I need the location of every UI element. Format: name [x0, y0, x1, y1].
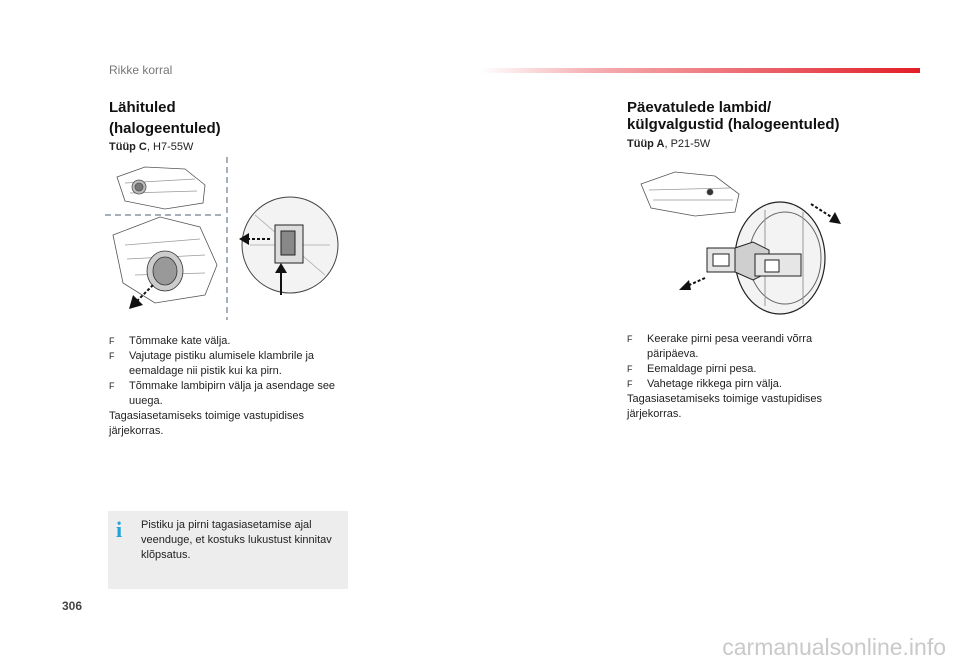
bullet-icon: F	[109, 351, 115, 361]
bullet-icon: F	[627, 334, 633, 344]
left-step-2: F Vajutage pistiku alumisele klambrile ja	[109, 350, 315, 362]
right-step-2: F Eemaldage pirni pesa.	[627, 363, 757, 375]
left-step-3-cont: uuega.	[129, 395, 163, 407]
left-step-1: F Tõmmake kate välja.	[109, 335, 231, 347]
left-step-3: F Tõmmake lambipirn välja ja asendage see	[109, 380, 336, 392]
bullet-icon: F	[109, 381, 115, 391]
left-title-line2: (halogeentuled)	[109, 120, 221, 137]
bullet-icon: F	[627, 364, 633, 374]
left-section-title	[109, 97, 221, 139]
page-number: 306	[62, 599, 83, 613]
section-header: Rikke korral	[109, 63, 173, 77]
info-line3: klõpsatus.	[141, 549, 191, 561]
info-icon: i	[116, 517, 123, 542]
right-step-3: F Vahetage rikkega pirn välja.	[627, 378, 782, 390]
right-type-value: , P21-5W	[664, 138, 711, 150]
low-beam-illustration	[105, 155, 345, 325]
info-box	[108, 511, 348, 589]
info-line2: veenduge, et kostuks lukustust kinnitav	[141, 534, 332, 546]
right-note-line2: järjekorras.	[627, 408, 682, 420]
left-note-line2: järjekorras.	[109, 425, 164, 437]
right-step-1-cont: päripäeva.	[647, 348, 699, 360]
right-type-label: Tüüp A	[627, 138, 665, 150]
info-line1: Pistiku ja pirni tagasiasetamise ajal	[141, 519, 312, 531]
header-accent-line	[480, 68, 920, 73]
left-type-value: , H7-55W	[146, 141, 194, 153]
info-text	[141, 518, 341, 563]
right-title-line2: külgvalgustid (halogeentuled)	[627, 116, 840, 133]
daytime-lamp-illustration	[635, 168, 860, 318]
left-step-2-cont: eemaldage nii pistik kui ka pirn.	[129, 365, 282, 377]
bullet-icon: F	[627, 379, 633, 389]
left-steps	[109, 334, 354, 439]
right-title-line1: Päevatulede lambid/	[627, 99, 772, 116]
watermark: carmanualsonline.info	[722, 634, 946, 660]
right-bulb-type	[627, 138, 710, 150]
right-note-line1: Tagasiasetamiseks toimige vastupidises	[627, 393, 823, 405]
left-type-label: Tüüp C	[109, 141, 147, 153]
bullet-icon: F	[109, 336, 115, 346]
right-step-1: F Keerake pirni pesa veerandi võrra	[627, 333, 813, 345]
left-bulb-type	[109, 141, 193, 153]
left-title-line1: Lähituled	[109, 99, 176, 116]
right-steps	[627, 332, 862, 422]
left-note-line1: Tagasiasetamiseks toimige vastupidises	[109, 410, 305, 422]
right-section-title	[627, 99, 840, 133]
